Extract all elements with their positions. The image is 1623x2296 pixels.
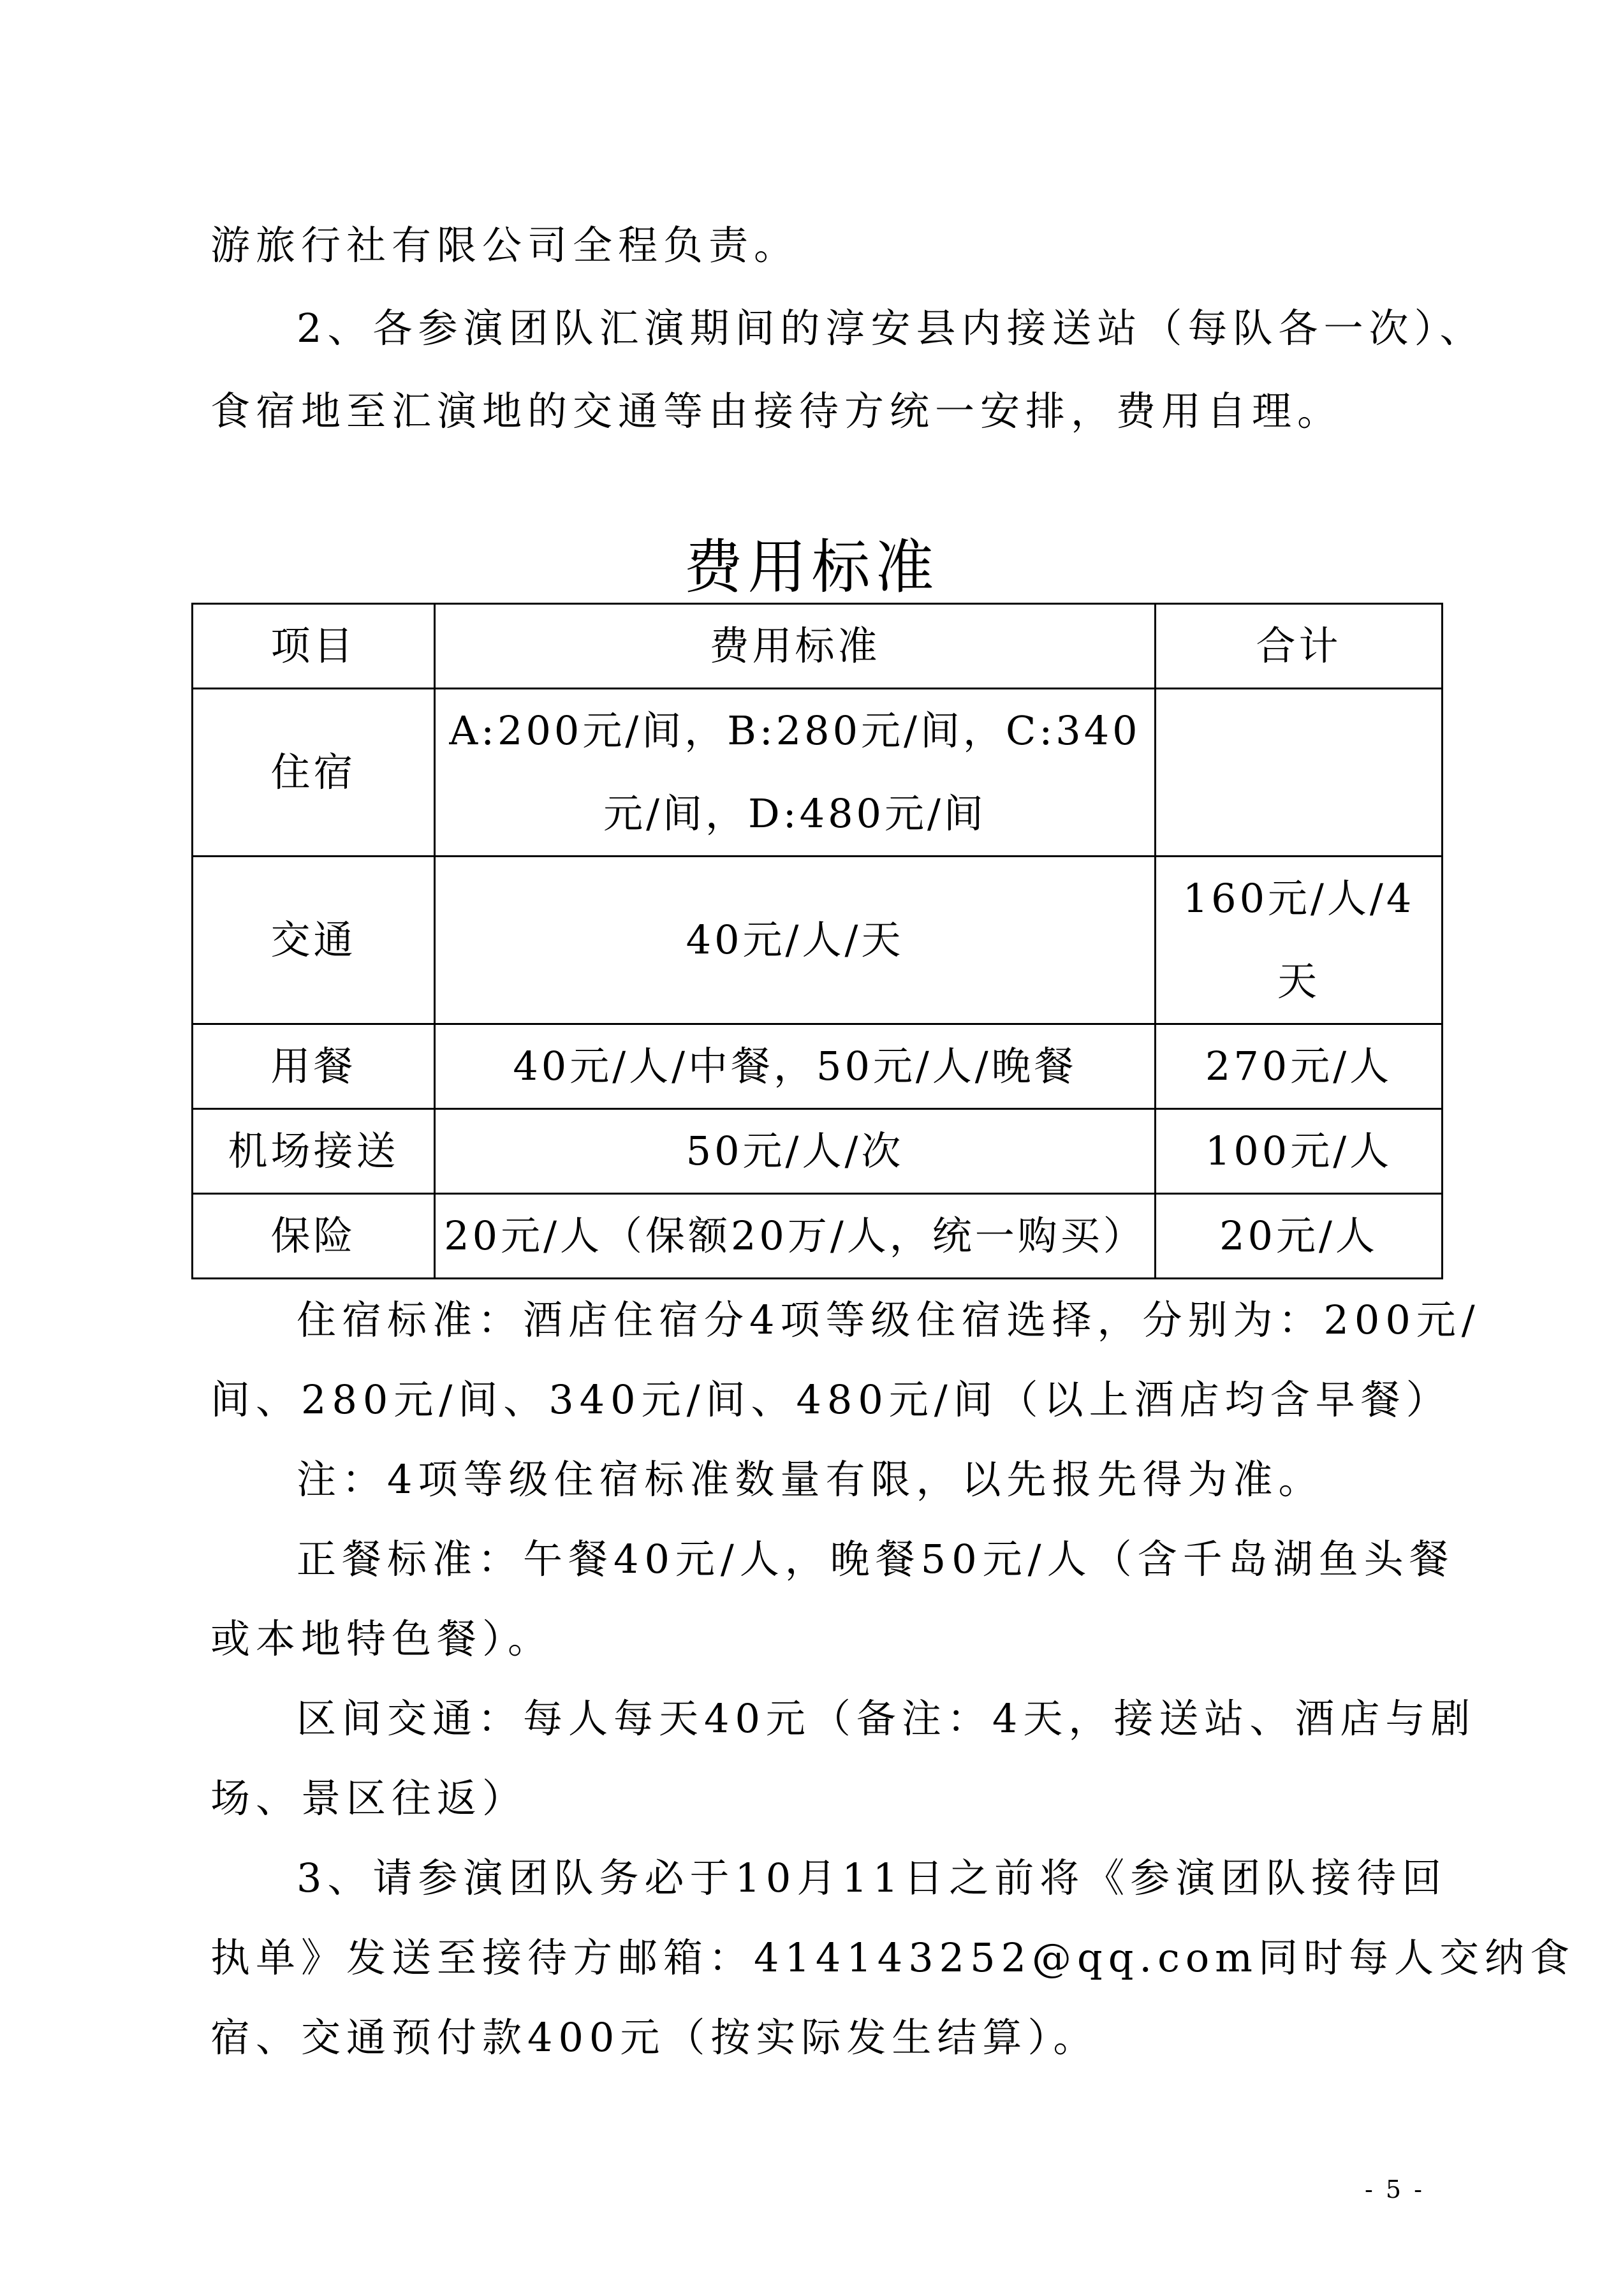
row-item: 机场接送 [193, 1109, 435, 1194]
table-row [193, 857, 1443, 1024]
paragraph-line: 场、景区往返） [210, 1775, 528, 1821]
row-standard: 20元/人（保额20万/人，统一购买） [435, 1194, 1156, 1279]
row-total: 20元/人 [1156, 1194, 1443, 1279]
paragraph-line: 食宿地至汇演地的交通等由接待方统一安排，费用自理。 [210, 388, 1343, 434]
table-row [193, 689, 1443, 857]
row-item: 住宿 [193, 689, 435, 857]
row-total: 100元/人 [1156, 1109, 1443, 1194]
paragraph-line: 游旅行社有限公司全程负责。 [210, 222, 800, 269]
table-row [193, 1024, 1443, 1109]
paragraph-line: 注：4项等级住宿标准数量有限，以先报先得为准。 [297, 1456, 1324, 1503]
table-row [193, 1194, 1443, 1279]
row-total [1156, 689, 1443, 857]
paragraph-line: 正餐标准：午餐40元/人，晚餐50元/人（含千岛湖鱼头餐 [297, 1536, 1455, 1582]
row-standard [435, 689, 1156, 857]
row-item: 用餐 [193, 1024, 435, 1109]
row-total-line: 160元/人/4 [1182, 875, 1415, 922]
header-total: 合计 [1156, 604, 1443, 689]
fee-table [191, 603, 1443, 1279]
row-item: 保险 [193, 1194, 435, 1279]
row-standard: 50元/人/次 [435, 1109, 1156, 1194]
paragraph-line: 3、请参演团队务必于10月11日之前将《参演团队接待回 [297, 1855, 1448, 1901]
header-item: 项目 [193, 604, 435, 689]
paragraph-line: 区间交通：每人每天40元（备注：4天，接送站、酒店与剧 [297, 1695, 1476, 1742]
row-item: 交通 [193, 857, 435, 1024]
row-standard: 40元/人/天 [435, 857, 1156, 1024]
row-total-line: 天 [1277, 958, 1320, 1004]
paragraph-line: 间、280元/间、340元/间、480元/间（以上酒店均含早餐） [210, 1376, 1451, 1423]
paragraph-line: 2、各参演团队汇演期间的淳安县内接送站（每队各一次）、 [297, 305, 1485, 351]
table-header-row [193, 604, 1443, 689]
paragraph-line: 执单》发送至接待方邮箱：414143252@qq.com同时每人交纳食 [210, 1934, 1575, 1981]
header-standard: 费用标准 [435, 604, 1156, 689]
row-standard-line: 元/间，D:480元/间 [603, 790, 987, 837]
row-total [1156, 857, 1443, 1024]
page-number: - 5 - [1365, 2175, 1425, 2204]
paragraph-line: 或本地特色餐）。 [210, 1615, 554, 1662]
table-title: 费用标准 [684, 533, 939, 601]
row-total: 270元/人 [1156, 1024, 1443, 1109]
row-standard: 40元/人/中餐，50元/人/晚餐 [435, 1024, 1156, 1109]
row-standard-line: A:200元/间，B:280元/间，C:340 [449, 707, 1141, 754]
paragraph-line: 宿、交通预付款400元（按实际发生结算）。 [210, 2014, 1099, 2061]
table-row [193, 1109, 1443, 1194]
paragraph-line: 住宿标准：酒店住宿分4项等级住宿选择，分别为：200元/ [297, 1297, 1481, 1343]
